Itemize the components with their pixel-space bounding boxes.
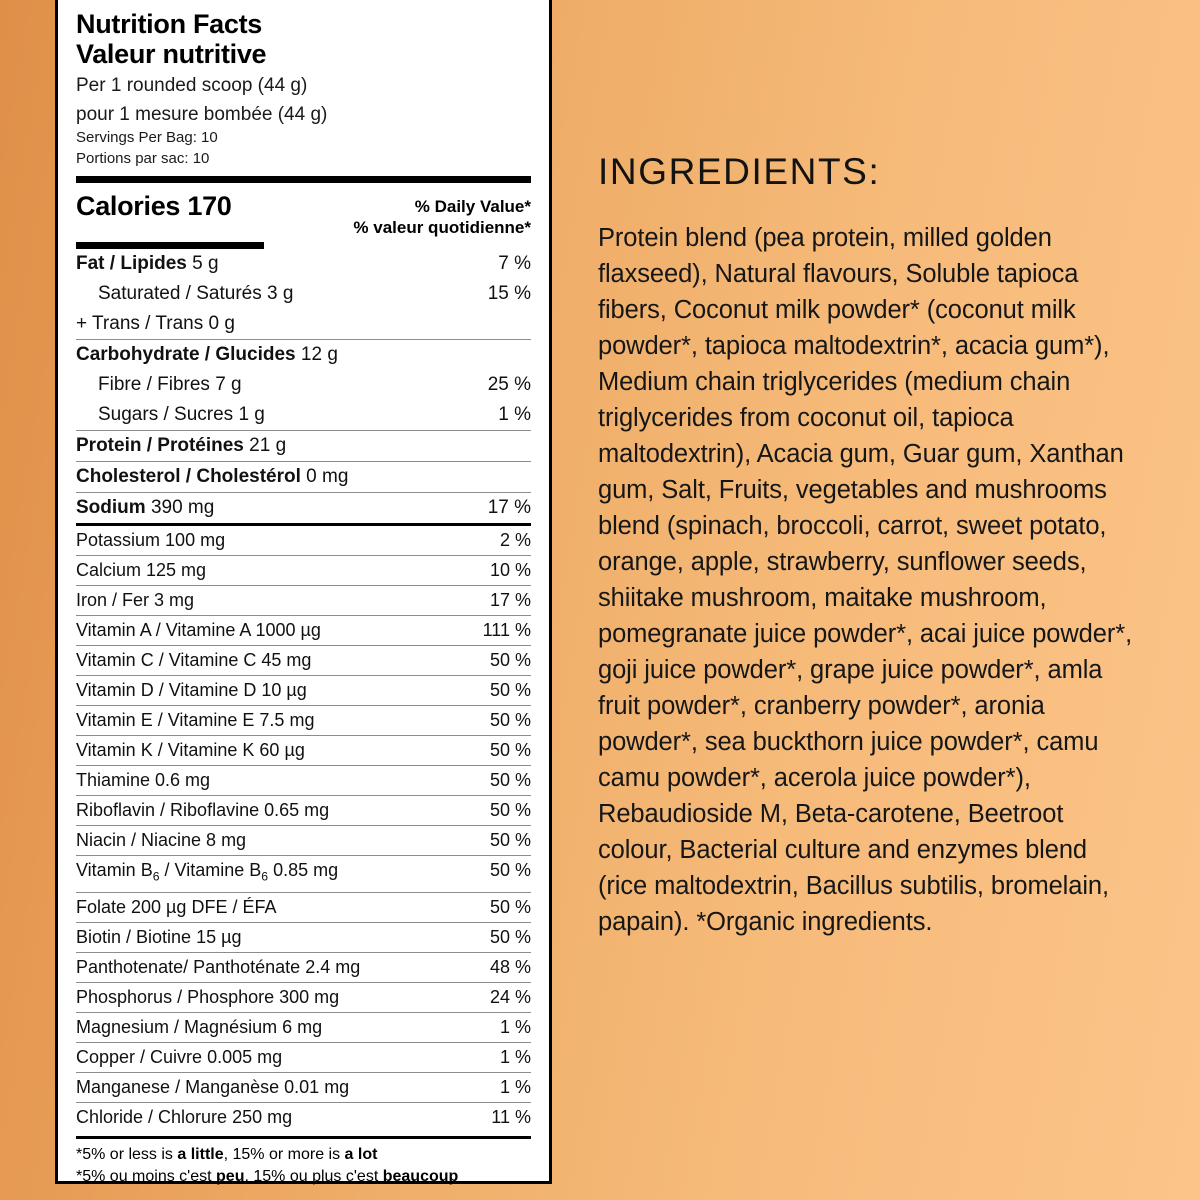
nutrient-name: Potassium 100 mg bbox=[76, 530, 226, 550]
nutrient-row bbox=[76, 370, 531, 400]
footnote-fr-bold1: peu bbox=[216, 1167, 245, 1185]
nutrient-row bbox=[76, 923, 531, 952]
nutrient-amount: 1 g bbox=[238, 404, 265, 425]
nutrient-name: Phosphorus / Phosphore 300 mg bbox=[76, 986, 340, 1007]
nutrient-row bbox=[76, 279, 531, 309]
nutrient-row bbox=[76, 676, 531, 705]
nutrient-amount: 0.85 mg bbox=[273, 860, 339, 880]
nutrient-name: Calcium 125 mg bbox=[76, 560, 207, 580]
servings-per-bag-fr: Portions par sac: 10 bbox=[76, 150, 210, 167]
daily-value-percent: 50 % bbox=[489, 896, 531, 917]
nutrient-amount: 45 mg bbox=[261, 650, 312, 670]
nutrient-name: Fat / Lipides 5 g bbox=[76, 253, 219, 274]
daily-value-percent: 24 % bbox=[489, 986, 531, 1007]
footnote-en-part1: *5% or less is bbox=[76, 1145, 178, 1163]
daily-value-percent: 17 % bbox=[487, 497, 531, 518]
nutrient-amount: 3 mg bbox=[154, 590, 195, 610]
nutrient-row bbox=[76, 431, 531, 461]
nutrient-name: Biotin / Biotine 15 µg bbox=[76, 926, 242, 947]
ingredients-panel bbox=[598, 150, 1138, 940]
daily-value-percent: 50 % bbox=[489, 680, 531, 700]
nutrition-title-en: Nutrition Facts bbox=[76, 9, 263, 39]
ingredients-body: Protein blend (pea protein, milled golden flaxseed), Natural flavours, Soluble tapioca fibers, Coconut milk powder* (coconut milk powder*, tapioca maltodextrin*, acacia gum*), Medium chain triglycerides (medium chain triglycerides from coconut oil, tapioca maltodextrin), Acacia gum, Guar gum, Xanthan gum, Salt, Fruits, vegetables and mushrooms blend (spinach, broccoli, carrot, sweet potato, orange, apple, strawberry, sunflower seeds, shiitake mushroom, maitake mushroom, pomegranate juice powder*, acai juice powder*, goji juice powder*, grape juice powder*, amla fruit powder*, cranberry powder*, aronia powder*, sea buckthorn juice powder*, camu camu powder*, acerola juice powder*), Rebaudioside M, Beta-carotene, Beetroot colour, Bacterial culture and enzymes blend (rice maltodextrin, Bacillus subtilis, bromelain, papain). *Organic ingredients. bbox=[598, 224, 1133, 936]
nutrient-name: Riboflavin / Riboflavine 0.65 mg bbox=[76, 800, 330, 820]
daily-value-percent: 111 % bbox=[482, 620, 531, 640]
footnote-en bbox=[76, 1139, 531, 1166]
daily-value-header bbox=[353, 190, 531, 238]
daily-value-header-en: % Daily Value* bbox=[414, 197, 531, 216]
daily-value-percent: 7 % bbox=[498, 253, 531, 274]
nutrient-row bbox=[76, 826, 531, 855]
daily-value-percent: 15 % bbox=[487, 283, 531, 304]
footnote-en-part2: , 15% or more is bbox=[223, 1145, 345, 1163]
nutrient-row bbox=[76, 1043, 531, 1072]
nutrient-name: Carbohydrate / Glucides 12 g bbox=[76, 344, 338, 365]
nutrient-name: Chloride / Chlorure 250 mg bbox=[76, 1106, 293, 1127]
daily-value-percent: 1 % bbox=[499, 1046, 531, 1067]
daily-value-percent: 1 % bbox=[499, 1076, 531, 1097]
nutrient-amount: 125 mg bbox=[146, 560, 207, 580]
nutrient-amount: 0 mg bbox=[306, 466, 349, 487]
nutrient-row bbox=[76, 766, 531, 795]
footnote-fr-part1: *5% ou moins c'est bbox=[76, 1167, 217, 1185]
nutrient-amount: 0.01 mg bbox=[284, 1076, 350, 1097]
nutrient-row bbox=[76, 493, 531, 523]
calories-row bbox=[76, 183, 531, 238]
nutrient-amount: 15 µg bbox=[196, 926, 242, 947]
calories-underline-bar bbox=[76, 242, 264, 249]
nutrient-amount: 0 g bbox=[208, 313, 235, 334]
nutrient-amount: 390 mg bbox=[150, 497, 215, 518]
nutrient-amount: 3 g bbox=[267, 283, 294, 304]
nutrient-name: Thiamine 0.6 mg bbox=[76, 770, 211, 790]
nutrient-row bbox=[76, 1103, 531, 1132]
nutrient-row bbox=[76, 1013, 531, 1042]
daily-value-percent: 48 % bbox=[489, 956, 531, 977]
serving-size-en: Per 1 rounded scoop (44 g) bbox=[76, 75, 308, 96]
serving-size-fr: pour 1 mesure bombée (44 g) bbox=[76, 104, 328, 125]
nutrient-row bbox=[76, 736, 531, 765]
nutrient-amount: 6 mg bbox=[282, 1016, 323, 1037]
footnote-fr-bold2: beaucoup bbox=[382, 1167, 459, 1185]
nutrient-amount: 0.65 mg bbox=[264, 800, 330, 820]
footnote-en-bold1: a little bbox=[177, 1145, 224, 1163]
nutrient-amount: 5 g bbox=[192, 253, 219, 274]
nutrient-name: Manganese / Manganèse 0.01 mg bbox=[76, 1076, 350, 1097]
daily-value-percent: 2 % bbox=[499, 530, 531, 550]
nutrient-name: Vitamin E / Vitamine E 7.5 mg bbox=[76, 710, 315, 730]
nutrient-amount: 250 mg bbox=[232, 1106, 293, 1127]
daily-value-percent: 50 % bbox=[489, 830, 531, 850]
calories-label: Calories 170 bbox=[76, 191, 232, 221]
daily-value-percent: 50 % bbox=[489, 650, 531, 670]
nutrient-name: Sugars / Sucres 1 g bbox=[98, 404, 265, 425]
nutrient-amount: 21 g bbox=[249, 435, 287, 456]
nutrient-row bbox=[76, 586, 531, 615]
daily-value-percent: 50 % bbox=[489, 770, 531, 790]
daily-value-percent: 50 % bbox=[489, 860, 531, 880]
nutrient-name: Niacin / Niacine 8 mg bbox=[76, 830, 247, 850]
nutrient-row bbox=[76, 953, 531, 982]
nutrient-name: Vitamin D / Vitamine D 10 µg bbox=[76, 680, 307, 700]
daily-value-percent: 50 % bbox=[489, 800, 531, 820]
nutrient-row bbox=[76, 706, 531, 735]
nutrient-name: Copper / Cuivre 0.005 mg bbox=[76, 1046, 283, 1067]
nutrient-amount: 7 g bbox=[215, 374, 242, 395]
nutrient-row bbox=[76, 249, 531, 279]
nutrient-name: + Trans / Trans 0 g bbox=[76, 313, 235, 334]
nutrient-row bbox=[76, 400, 531, 430]
daily-value-percent: 11 % bbox=[491, 1106, 531, 1127]
nutrient-amount: 12 g bbox=[300, 344, 338, 365]
daily-value-percent: 25 % bbox=[487, 374, 531, 395]
nutrition-title-fr: Valeur nutritive bbox=[76, 39, 267, 69]
nutrient-name: Vitamin $B_6$ / Vitamine $B_6$ 0.85 mg bbox=[76, 860, 339, 884]
nutrient-row bbox=[76, 556, 531, 585]
nutrient-name: Fibre / Fibres 7 g bbox=[98, 374, 242, 395]
servings-per-bag-en: Servings Per Bag: 10 bbox=[76, 129, 218, 146]
footnote-fr-part2: , 15% ou plus c'est bbox=[244, 1167, 383, 1185]
nutrient-amount: 7.5 mg bbox=[259, 710, 315, 730]
nutrient-row bbox=[76, 893, 531, 922]
nutrient-amount: 100 mg bbox=[165, 530, 226, 550]
nutrient-amount: 0.005 mg bbox=[207, 1046, 283, 1067]
nutrient-row bbox=[76, 856, 531, 892]
daily-value-percent: 10 % bbox=[489, 560, 531, 580]
nutrient-name: Vitamin A / Vitamine A 1000 µg bbox=[76, 620, 321, 640]
nutrient-name: Protein / Protéines 21 g bbox=[76, 435, 287, 456]
daily-value-percent: 17 % bbox=[489, 590, 531, 610]
footnote-fr bbox=[76, 1166, 531, 1188]
nutrient-amount: 10 µg bbox=[261, 680, 307, 700]
nutrient-row bbox=[76, 340, 531, 370]
daily-value-header-fr: % valeur quotidienne* bbox=[353, 218, 531, 237]
nutrient-name: Cholesterol / Cholestérol 0 mg bbox=[76, 466, 349, 487]
nutrient-row bbox=[76, 526, 531, 555]
footnote-en-bold2: a lot bbox=[344, 1145, 378, 1163]
nutrient-name: Sodium 390 mg bbox=[76, 497, 215, 518]
daily-value-percent: 1 % bbox=[499, 1016, 531, 1037]
nutrient-row bbox=[76, 309, 531, 339]
daily-value-percent: 50 % bbox=[489, 710, 531, 730]
nutrient-name: Folate 200 µg DFE / ÉFA bbox=[76, 896, 277, 917]
nutrient-amount: 2.4 mg bbox=[305, 956, 361, 977]
nutrient-row bbox=[76, 983, 531, 1012]
nutrient-amount: 0.6 mg bbox=[155, 770, 211, 790]
divider-header bbox=[76, 176, 531, 183]
daily-value-percent: 1 % bbox=[498, 404, 531, 425]
nutrient-row bbox=[76, 1073, 531, 1102]
nutrient-name: Iron / Fer 3 mg bbox=[76, 590, 195, 610]
daily-value-percent: 50 % bbox=[489, 740, 531, 760]
nutrient-row bbox=[76, 462, 531, 492]
nutrient-name: Saturated / Saturés 3 g bbox=[98, 283, 294, 304]
nutrient-name: Vitamin K / Vitamine K 60 µg bbox=[76, 740, 305, 760]
nutrient-row bbox=[76, 616, 531, 645]
ingredients-heading: INGREDIENTS: bbox=[598, 151, 881, 192]
macronutrient-list bbox=[76, 249, 531, 523]
nutrition-facts-panel bbox=[55, 0, 552, 1184]
nutrient-name: Magnesium / Magnésium 6 mg bbox=[76, 1016, 323, 1037]
nutrient-row bbox=[76, 796, 531, 825]
nutrient-row bbox=[76, 646, 531, 675]
nutrient-amount: 300 mg bbox=[279, 986, 340, 1007]
nutrient-name: Vitamin C / Vitamine C 45 mg bbox=[76, 650, 312, 670]
micronutrient-list bbox=[76, 523, 531, 1132]
nutrient-name: Panthotenate/ Panthoténate 2.4 mg bbox=[76, 956, 361, 977]
daily-value-percent: 50 % bbox=[489, 926, 531, 947]
nutrient-amount: 1000 µg bbox=[255, 620, 321, 640]
